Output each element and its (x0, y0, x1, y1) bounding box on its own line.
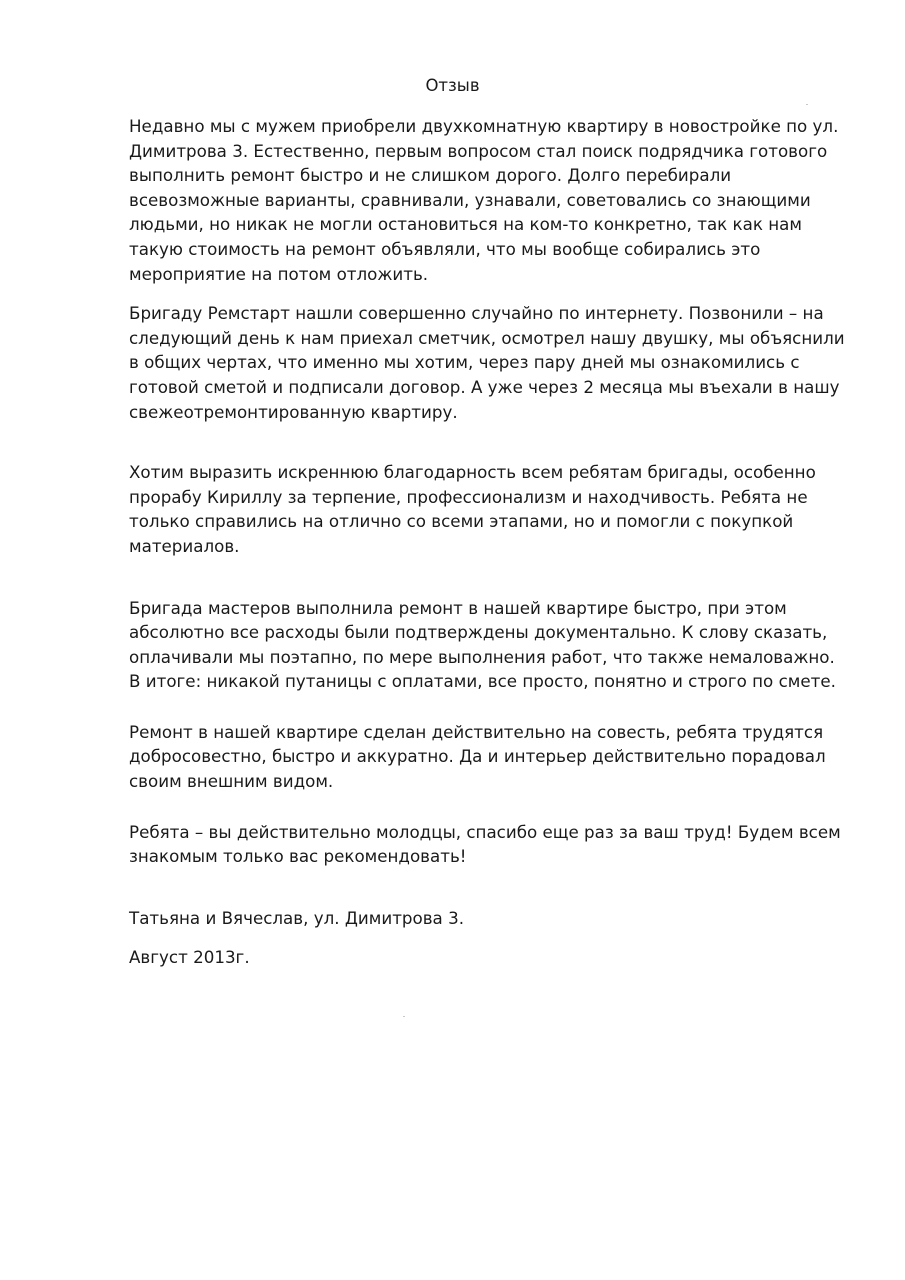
paragraph-quality: Ремонт в нашей квартире сделан действительно на совесть, ребята трудятся добросовестно, быстро и аккуратно. Да и интерьер действительно порадовал своим внешним видом. (129, 721, 826, 792)
document-title: Отзыв (425, 76, 480, 95)
document-date: Август 2013г. (129, 947, 250, 968)
paragraph-found-remstart: Бригаду Ремстарт нашли совершенно случайно по интернету. Позвонили – на следующий день к нам приехал сметчик, осмотрел нашу двушку, мы объяснили в общих чертах, что именно мы хотим, через пару дней мы ознакомились с готовой сметой и подписали договор. А уже через 2 месяца мы въехали в нашу свежеотремонтированную квартиру. (129, 303, 845, 422)
paragraph-recommendation: Ребята – вы действительно молодцы, спасибо еще раз за ваш труд! Будем всем знакомым только вас рекомендовать! (129, 821, 841, 867)
scan-speck (806, 104, 808, 105)
signature: Татьяна и Вячеслав, ул. Димитрова 3. (129, 907, 465, 928)
paragraph-apartment-purchase: Недавно мы с мужем приобрели двухкомнатную квартиру в новостройке по ул. Димитрова 3. Естественно, первым вопросом стал поиск подрядчика готового выполнить ремонт быстро и не слишком дорого. Долго перебирали всевозможные варианты, сравнивали, узнавали, советовались со знающими людьми, но никак не могли остановиться на ком-то конкретно, так как нам такую стоимость на ремонт объявляли, что мы вообще собирались это мероприятие на потом отложить. (129, 116, 839, 284)
paragraph-payments: Бригада мастеров выполнила ремонт в нашей квартире быстро, при этом абсолютно все расходы были подтверждены документально. К слову сказать, оплачивали мы поэтапно, по мере выполнения работ, что также немаловажно. В итоге: никакой путаницы с оплатами, все просто, понятно и строго по смете. (129, 597, 836, 692)
paragraph-gratitude: Хотим выразить искреннюю благодарность всем ребятам бригады, особенно прорабу Кириллу за терпение, профессионализм и находчивость. Ребята не только справились на отлично со всеми этапами, но и помогли с покупкой материалов. (129, 462, 816, 556)
scan-speck (403, 1016, 405, 1017)
document-body (129, 114, 849, 970)
